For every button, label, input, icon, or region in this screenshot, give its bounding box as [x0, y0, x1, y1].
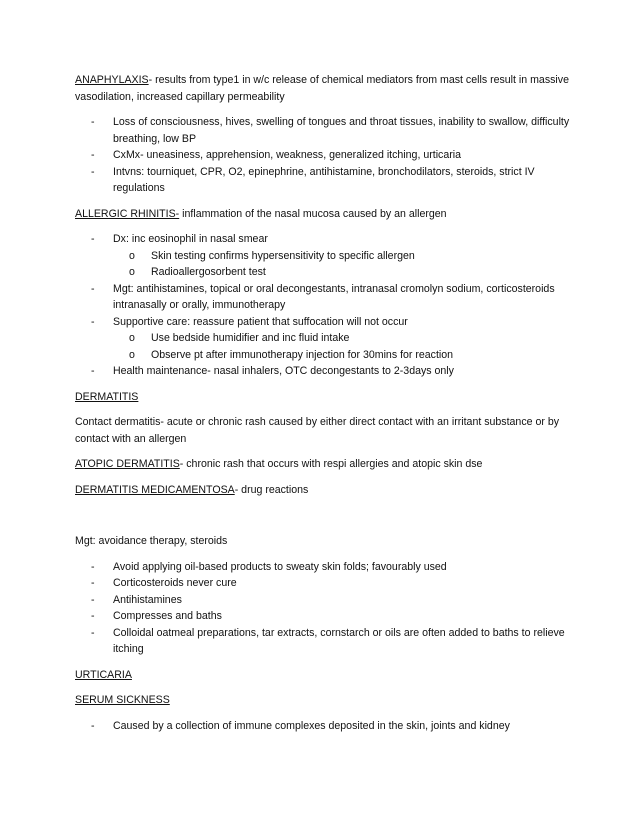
list-item: [75, 164, 570, 197]
document-page: [75, 72, 570, 743]
dash-bullet: -: [91, 719, 95, 732]
dash-bullet: -: [91, 233, 95, 245]
serum-sickness-list: [75, 718, 570, 735]
list-item-text: Caused by a collection of immune complexes deposited in the skin, joints and kidney: [113, 719, 510, 732]
list-item-text: CxMx- uneasiness, apprehension, weakness, generalized itching, urticaria: [113, 149, 462, 161]
list-item: [75, 559, 570, 576]
list-item: [75, 114, 570, 147]
dash-bullet: -: [91, 282, 95, 295]
circle-bullet: o: [129, 266, 135, 278]
dash-bullet: -: [91, 365, 95, 377]
allergic-rhinitis-paragraph: [75, 206, 570, 223]
list-item: [75, 718, 570, 735]
anaphylaxis-text: - results from type1 in w/c release of chemical mediators from mast cells result in massive vasodilation, increased capillary permeability: [75, 74, 569, 103]
list-item: [75, 281, 570, 314]
list-item: [75, 314, 570, 364]
dash-bullet: -: [91, 593, 95, 606]
sub-list-item-text: Observe pt after immunotherapy injection for 30mins for reaction: [151, 348, 454, 361]
supportive-sublist: [113, 330, 570, 363]
sub-list-item: [113, 347, 570, 364]
list-item-text: Intvns: tourniquet, CPR, O2, epinephrine, antihistamine, bronchodilators, steroids, strict IV regulations: [113, 165, 535, 194]
dash-bullet: -: [91, 149, 95, 161]
sub-list-item: [113, 264, 570, 281]
sub-list-item: [113, 248, 570, 265]
list-item: [75, 625, 570, 658]
urticaria-heading: URTICARIA: [75, 668, 132, 681]
dermatitis-medicamentosa-text: - drug reactions: [234, 483, 309, 496]
allergic-rhinitis-list: [75, 231, 570, 380]
dermatitis-mgt-list: [75, 559, 570, 658]
sub-list-item-text: Radioallergosorbent test: [151, 266, 266, 278]
dermatitis-heading: DERMATITIS: [75, 390, 139, 403]
circle-bullet: o: [129, 249, 135, 262]
dash-bullet: -: [91, 165, 95, 178]
list-item-text: Loss of consciousness, hives, swelling of tongues and throat tissues, inability to swallow, difficulty breathing, low BP: [113, 116, 570, 145]
list-item: [75, 592, 570, 609]
list-item-text: Dx: inc eosinophil in nasal smear: [113, 233, 268, 245]
anaphylaxis-list: [75, 114, 570, 197]
list-item-text: Antihistamines: [113, 593, 182, 606]
dash-bullet: -: [91, 560, 95, 573]
serum-sickness-paragraph: [75, 692, 570, 709]
blank-space: [75, 507, 570, 533]
dermatitis-medicamentosa-heading: DERMATITIS MEDICAMENTOSA: [75, 483, 235, 496]
list-item: [75, 608, 570, 625]
dash-bullet: -: [91, 315, 95, 328]
list-item-text: Supportive care: reassure patient that suffocation will not occur: [113, 315, 408, 328]
dermatitis-mgt-paragraph: Mgt: avoidance therapy, steroids: [75, 535, 228, 547]
list-item-text: Mgt: antihistamines, topical or oral decongestants, intranasal cromolyn sodium, corticosteroids intranasally or orally, immunotherapy: [113, 282, 555, 311]
dash-bullet: -: [91, 116, 95, 128]
sub-list-item-text: Use bedside humidifier and inc fluid intake: [151, 332, 350, 344]
sub-list-item: [113, 330, 570, 347]
allergic-rhinitis-text: inflammation of the nasal mucosa caused by an allergen: [179, 207, 447, 220]
atopic-dermatitis-text: - chronic rash that occurs with respi allergies and atopic skin dse: [179, 458, 483, 470]
dermatitis-medicamentosa-paragraph: [75, 482, 570, 499]
list-item-text: Health maintenance- nasal inhalers, OTC decongestants to 2-3days only: [113, 365, 454, 377]
list-item-text: Compresses and baths: [113, 610, 222, 622]
atopic-dermatitis-paragraph: [75, 456, 570, 473]
list-item: [75, 147, 570, 164]
list-item: [75, 231, 570, 281]
serum-sickness-heading: SERUM SICKNESS: [75, 694, 170, 706]
allergic-rhinitis-heading: ALLERGIC RHINITIS-: [75, 207, 180, 220]
contact-dermatitis-paragraph: Contact dermatitis- acute or chronic rash caused by either direct contact with an irritant substance or by contact with an allergen: [75, 416, 560, 445]
list-item-text: Colloidal oatmeal preparations, tar extracts, cornstarch or oils are often added to baths to relieve itching: [113, 626, 565, 655]
list-item-text: Corticosteroids never cure: [113, 577, 237, 589]
urticaria-paragraph: [75, 667, 570, 684]
dash-bullet: -: [91, 577, 95, 589]
dash-bullet: -: [91, 626, 95, 639]
atopic-dermatitis-heading: ATOPIC DERMATITIS: [75, 458, 180, 470]
sub-list-item-text: Skin testing confirms hypersensitivity to specific allergen: [151, 249, 415, 262]
list-item: [75, 575, 570, 592]
circle-bullet: o: [129, 332, 135, 344]
list-item: [75, 363, 570, 380]
circle-bullet: o: [129, 348, 135, 361]
dx-sublist: [113, 248, 570, 281]
anaphylaxis-paragraph: [75, 72, 570, 105]
dermatitis-heading-paragraph: [75, 389, 570, 406]
dash-bullet: -: [91, 610, 95, 622]
anaphylaxis-heading: ANAPHYLAXIS: [75, 74, 149, 86]
list-item-text: Avoid applying oil-based products to sweaty skin folds; favourably used: [113, 560, 447, 573]
